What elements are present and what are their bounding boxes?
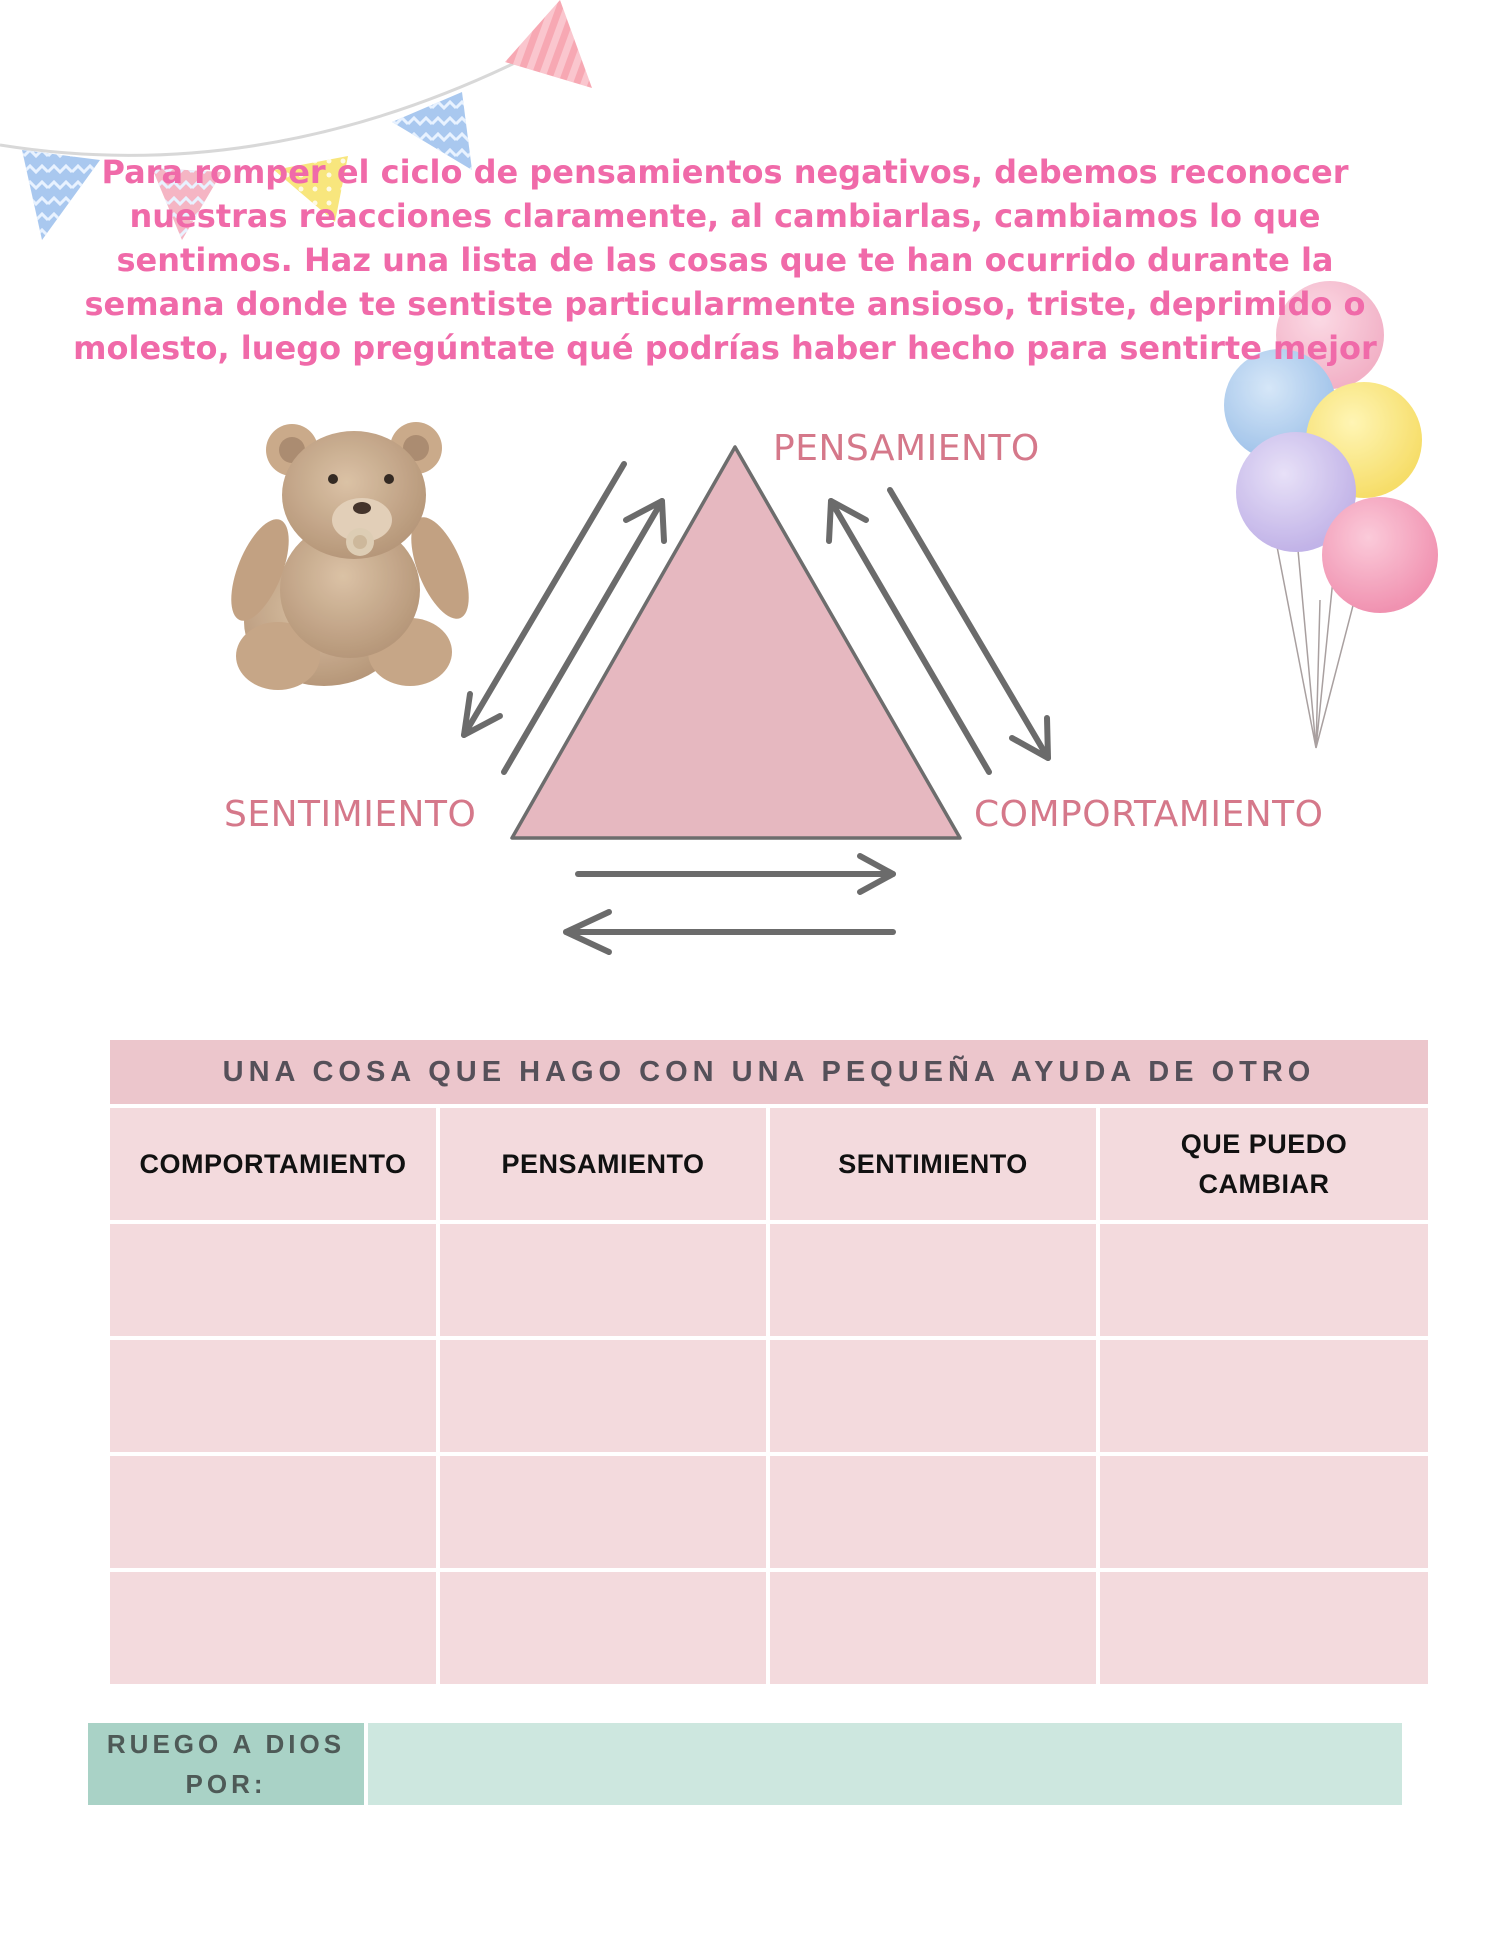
table-cell[interactable] [770,1224,1096,1336]
table-cell[interactable] [440,1340,766,1452]
column-header-pensamiento: PENSAMIENTO [440,1108,766,1220]
prayer-label: RUEGO A DIOS POR: [88,1723,364,1805]
prayer-input[interactable] [368,1723,1402,1805]
table-cell[interactable] [770,1340,1096,1452]
table-cell[interactable] [1100,1456,1428,1568]
triangle-label-comportamiento: COMPORTAMIENTO [974,794,1324,835]
table-cell[interactable] [1100,1572,1428,1684]
column-header-sentimiento: SENTIMIENTO [770,1108,1096,1220]
column-header-comportamiento: COMPORTAMIENTO [110,1108,436,1220]
table-cell[interactable] [440,1456,766,1568]
intro-paragraph: Para romper el ciclo de pensamientos negativos, debemos reconocer nuestras reacciones claramente, al cambiarlas, cambiamos lo que sentimos. Haz una lista de las cosas que te han ocurrido durante la semana donde te sentiste particularmente ansioso, triste, deprimido o molesto, luego pregúntate qué podrías haber hecho para sentirte mejor [73,153,1377,367]
table-cell[interactable] [110,1572,436,1684]
table-cell[interactable] [770,1572,1096,1684]
table-cell[interactable] [770,1456,1096,1568]
triangle-label-pensamiento: PENSAMIENTO [773,428,1040,469]
table-cell[interactable] [110,1456,436,1568]
table-cell[interactable] [1100,1340,1428,1452]
teddy-bear-icon [219,422,480,690]
table-cell[interactable] [440,1224,766,1336]
table-title: UNA COSA QUE HAGO CON UNA PEQUEÑA AYUDA DE OTRO [110,1040,1428,1104]
table-cell[interactable] [110,1340,436,1452]
table-cell[interactable] [440,1572,766,1684]
table-cell[interactable] [1100,1224,1428,1336]
triangle-label-sentimiento: SENTIMIENTO [224,794,477,835]
table-cell[interactable] [110,1224,436,1336]
column-header-que-puedo-cambiar: QUE PUEDO CAMBIAR [1100,1108,1428,1220]
